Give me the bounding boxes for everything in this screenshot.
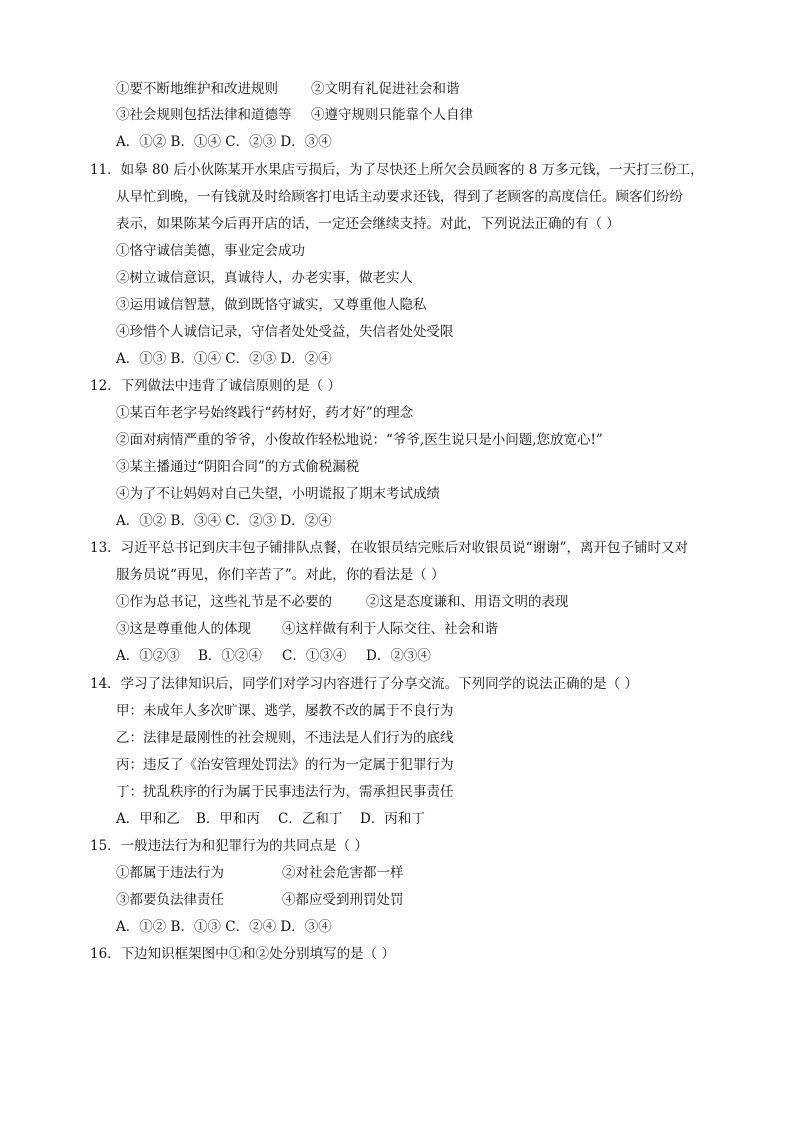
- q11-stem-line-3: 表示，如果陈某今后再开店的话，一定还会继续支持。对此，下列说法正确的有（ ）: [116, 216, 620, 232]
- q13-item-2: ②这是态度谦和、用语文明的表现: [366, 594, 569, 610]
- q10-answers: A．①② B．①④ C．②③ D．③④: [116, 134, 332, 150]
- q15-stem: 15．一般违法行为和犯罪行为的共同点是（ ）: [90, 838, 368, 854]
- q16-stem: 16．下边知识框架图中①和②处分别填写的是（ ）: [90, 946, 395, 962]
- q13-item-4: ④这样做有利于人际交往、社会和谐: [282, 621, 498, 637]
- q12-answers: A．①② B．③④ C．②③ D．②④: [116, 513, 332, 529]
- q15-item-3: ③都要负法律责任: [116, 892, 224, 908]
- q13-stem-line-1: 13．习近平总书记到庆丰包子铺排队点餐，在收银员结完账后对收银员说“谢谢”，离开包子铺时又对: [90, 540, 688, 556]
- q11-stem-line-2: 从早忙到晚，一有钱就及时给顾客打电话主动要求还钱，得到了老顾客的高度信任。顾客们纷纷: [116, 189, 683, 205]
- q12-item-2: ②面对病情严重的爷爷，小俊故作轻松地说：“爷爷,医生说只是小问题,您放宽心!”: [116, 432, 603, 448]
- q12-stem: 12．下列做法中违背了诚信原则的是（ ）: [90, 378, 341, 394]
- q13-answer-d: D．②③④: [366, 648, 431, 664]
- q15-answers: A．①② B．①③ C．②④ D．③④: [116, 919, 332, 935]
- q10-item-3: ③社会规则包括法律和道德等: [116, 107, 292, 123]
- q14-answer-c: C．乙和丁: [278, 811, 343, 827]
- q11-item-4: ④珍惜个人诚信记录，守信者处处受益，失信者处处受限: [116, 324, 454, 340]
- q11-item-1: ①恪守诚信美德，事业定会成功: [116, 243, 305, 259]
- q11-item-3: ③运用诚信智慧，做到既恪守诚实，又尊重他人隐私: [116, 297, 427, 313]
- q12-item-3: ③某主播通过“阴阳合同”的方式偷税漏税: [116, 459, 360, 475]
- q13-item-3: ③这是尊重他人的体现: [116, 621, 251, 637]
- q11-answers: A．①③ B．①④ C．②③ D．②④: [116, 351, 332, 367]
- q10-item-4: ④遵守规则只能靠个人自律: [311, 107, 473, 123]
- q10-item-2: ②文明有礼促进社会和谐: [311, 81, 460, 97]
- q13-item-1: ①作为总书记，这些礼节是不必要的: [116, 594, 332, 610]
- q14-item-ding: 丁：扰乱秩序的行为属于民事违法行为，需承担民事责任: [116, 784, 454, 800]
- q13-answer-a: A．①②③: [116, 648, 180, 664]
- q14-answer-a: A．甲和乙: [116, 811, 180, 827]
- q14-item-yi: 乙：法律是最刚性的社会规则，不违法是人们行为的底线: [116, 730, 454, 746]
- q15-item-1: ①都属于违法行为: [116, 865, 224, 881]
- q10-item-1: ①要不断地维护和改进规则: [116, 81, 278, 97]
- q13-stem-line-2: 服务员说“再见，你们辛苦了”。对此，你的看法是（ ）: [116, 567, 445, 583]
- q15-item-2: ②对社会危害都一样: [282, 865, 404, 881]
- q14-stem: 14．学习了法律知识后，同学们对学习内容进行了分享交流。下列同学的说法正确的是（ ）: [90, 676, 638, 692]
- q12-item-1: ①某百年老字号始终践行“药材好，药才好”的理念: [116, 405, 414, 421]
- q14-item-jia: 甲：未成年人多次旷课、逃学，屡教不改的属于不良行为: [116, 703, 454, 719]
- q11-item-2: ②树立诚信意识，真诚待人，办老实事，做老实人: [116, 270, 413, 286]
- q13-answer-c: C．①③④: [282, 648, 347, 664]
- q12-item-4: ④为了不让妈妈对自己失望，小明谎报了期末考试成绩: [116, 486, 440, 502]
- q14-answer-b: B．甲和丙: [196, 811, 260, 827]
- q13-answer-b: B．①②④: [198, 648, 262, 664]
- q14-answer-d: D．丙和丁: [360, 811, 425, 827]
- q11-stem-line-1: 11．如皋 80 后小伙陈某开水果店亏损后，为了尽快还上所欠会员顾客的 8 万多元钱，一天打三份工，: [90, 162, 704, 178]
- q14-item-bing: 丙：违反了《治安管理处罚法》的行为一定属于犯罪行为: [116, 757, 454, 773]
- q15-item-4: ④都应受到刑罚处罚: [282, 892, 404, 908]
